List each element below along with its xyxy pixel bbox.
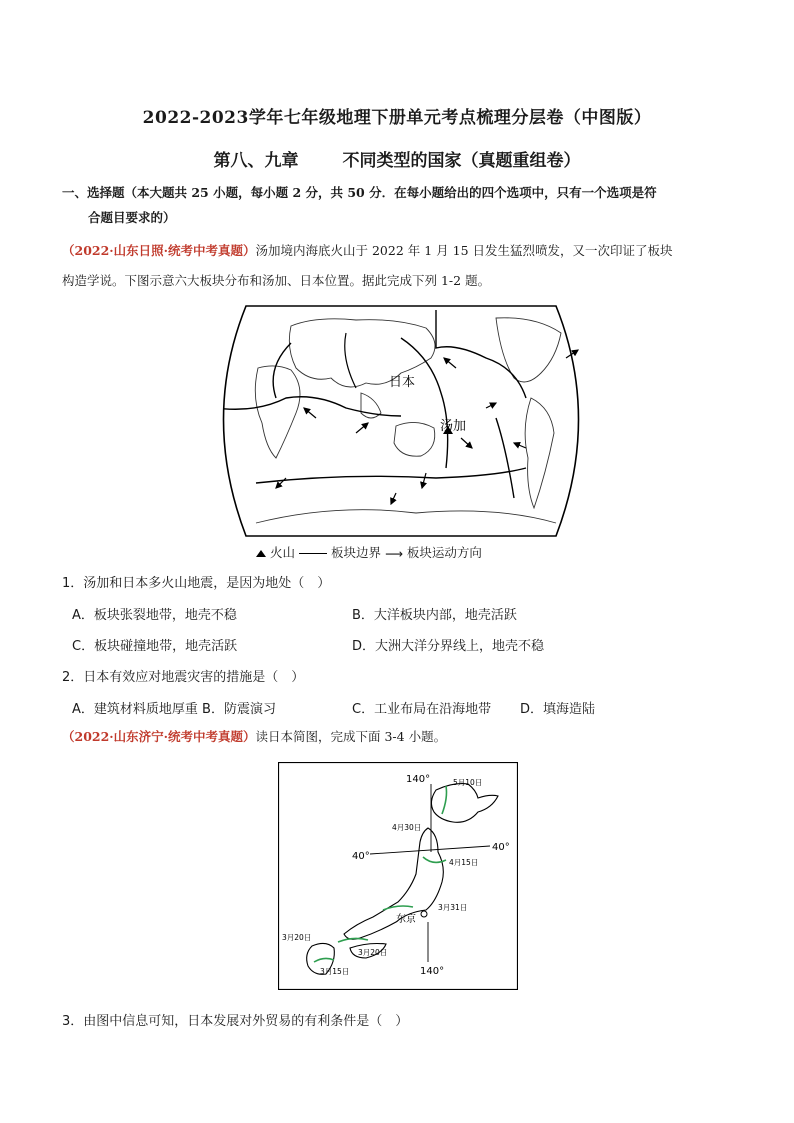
q1-option-c: C．板块碰撞地带，地壳活跃 — [72, 639, 238, 654]
passage-1-text-2: 构造学说。下图示意六大板块分布和汤加、日本位置。据此完成下列 1-2 题。 — [62, 273, 491, 288]
label-lat-left: 40° — [352, 851, 370, 862]
date-label: 3月31日 — [438, 903, 468, 912]
legend-volcano: 火山 — [269, 545, 295, 560]
label-lon-top: 140° — [406, 774, 431, 785]
map-frame — [224, 306, 579, 536]
q1-option-b: B．大洋板块内部，地壳活跃 — [352, 608, 517, 623]
map-legend — [256, 543, 482, 561]
japan-map — [278, 762, 518, 990]
passage-2 — [62, 722, 742, 752]
passage-2-text: 读日本简图，完成下面 3-4 小题。 — [255, 729, 447, 744]
plate-map — [196, 298, 606, 566]
date-label: 3月15日 — [320, 967, 350, 976]
section-header — [62, 180, 732, 230]
passage-1 — [62, 236, 742, 296]
question-2-stem: 2．日本有效应对地震灾害的措施是（ ） — [62, 670, 305, 685]
q2-option-ab: A．建筑材料质地厚重 B．防震演习 — [72, 702, 276, 717]
question-3-stem: 3．由图中信息可知，日本发展对外贸易的有利条件是（ ） — [62, 1014, 409, 1029]
arrow-legend-icon: ⟶ — [384, 546, 403, 561]
boundary-legend-line — [299, 553, 327, 554]
legend-direction: 板块运动方向 — [406, 545, 482, 560]
section-line-2: 合题目要求的） — [88, 210, 176, 225]
subtitle-chapter: 第八、九章 — [213, 151, 299, 171]
passage-1-text-1: 汤加境内海底火山于 2022 年 1 月 15 日发生猛烈喷发，又一次印证了板块 — [255, 243, 673, 258]
passage-2-source: （2022·山东济宁·统考中考真题） — [62, 729, 256, 744]
date-label: 3月20日 — [358, 948, 388, 957]
q2-option-c: C．工业布局在沿海地带 — [352, 702, 492, 717]
page-subtitle — [0, 146, 794, 171]
label-lat-right: 40° — [492, 842, 510, 853]
page-title: 2022-2023学年七年级地理下册单元考点梳理分层卷（中图版） — [142, 108, 652, 128]
date-label: 3月20日 — [282, 933, 312, 942]
date-label: 4月30日 — [392, 823, 422, 832]
section-line-1: 一、选择题（本大题共 25 小题，每小题 2 分，共 50 分．在每小题给出的四个选项中，只有一个选项是符 — [62, 185, 657, 200]
q1-option-a: A．板块张裂地带，地壳不稳 — [72, 608, 237, 623]
label-tokyo: 东京 — [396, 914, 416, 925]
subtitle-topic: 不同类型的国家（真题重组卷） — [342, 151, 581, 171]
label-tonga: 汤加 — [440, 419, 467, 434]
q1-option-d: D．大洲大洋分界线上，地壳不稳 — [352, 639, 545, 654]
label-japan: 日本 — [389, 375, 416, 390]
passage-1-source: （2022·山东日照·统考中考真题） — [62, 243, 256, 258]
date-label: 4月15日 — [449, 858, 479, 867]
q2-option-d: D．填海造陆 — [520, 702, 596, 717]
label-lon-bottom: 140° — [420, 966, 445, 977]
legend-boundary: 板块边界 — [330, 545, 381, 560]
date-label: 5月10日 — [453, 778, 483, 787]
question-1-stem: 1．汤加和日本多火山地震，是因为地处（ ） — [62, 576, 331, 591]
volcano-legend-icon — [256, 550, 266, 557]
